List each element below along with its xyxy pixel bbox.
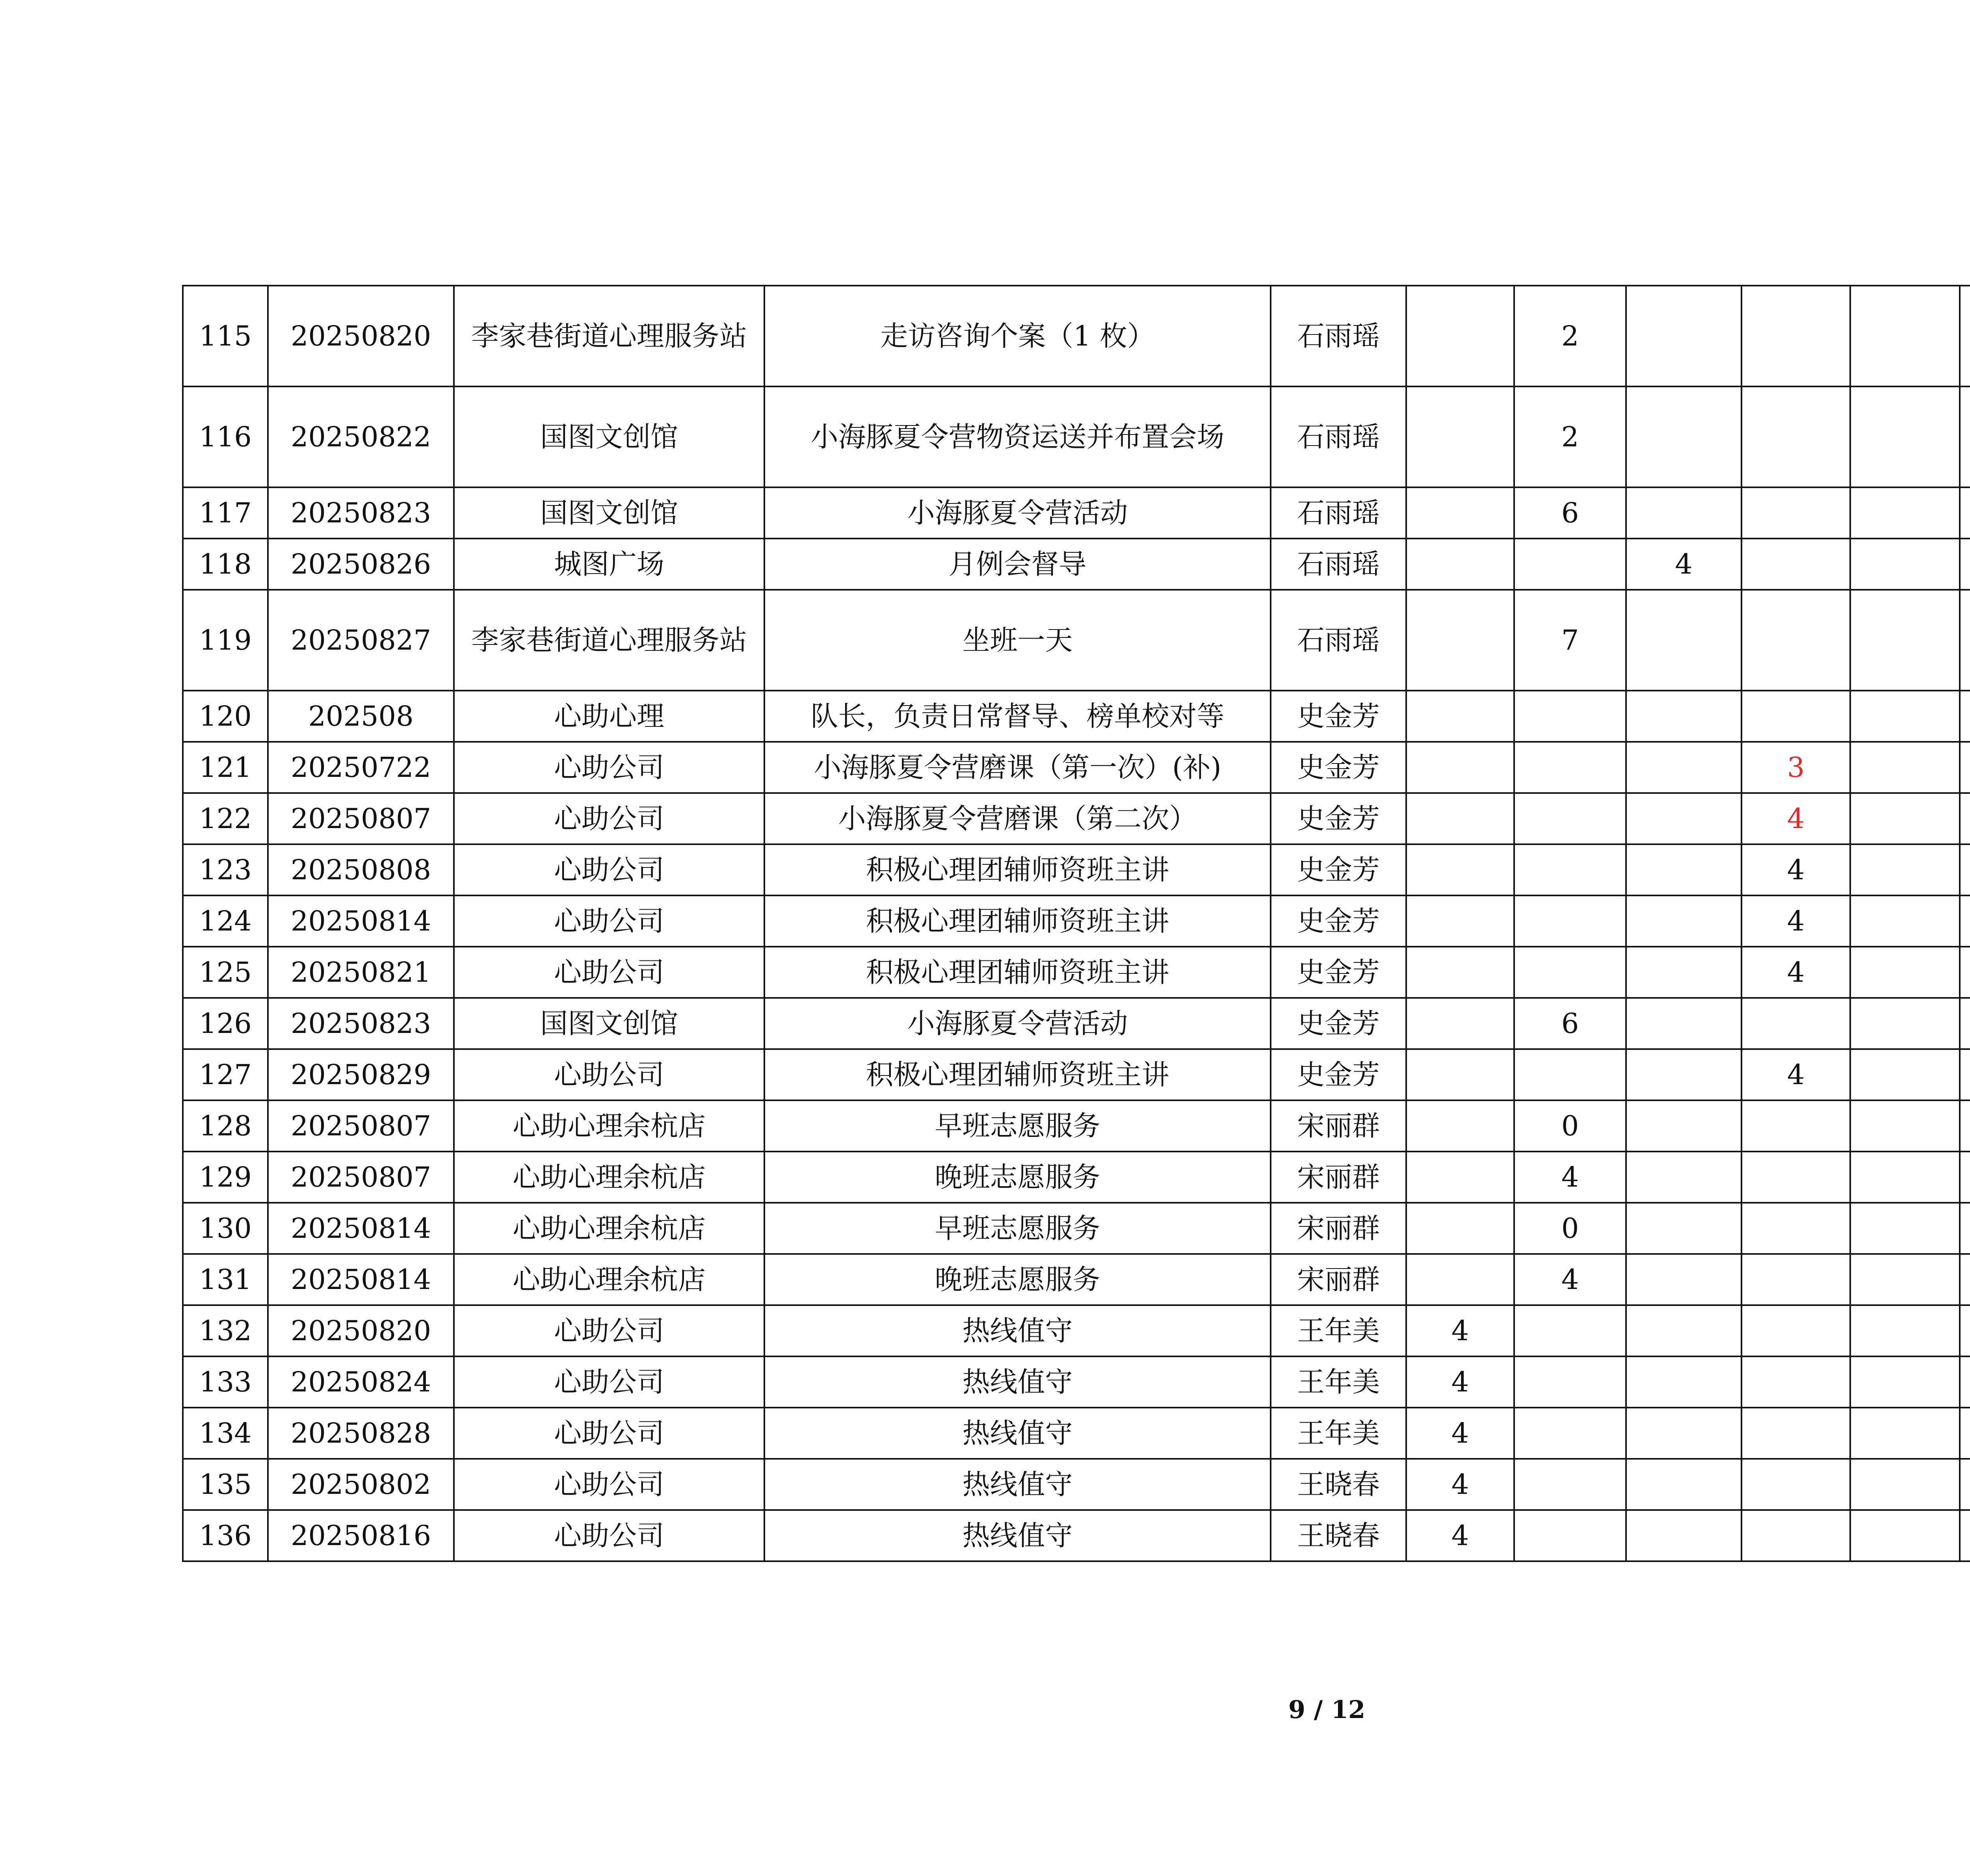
location-cell: 国图文创馆 bbox=[454, 386, 764, 487]
volunteer-name-cell: 史金芳 bbox=[1271, 742, 1406, 793]
hours-col-5-cell bbox=[1850, 286, 1960, 386]
row-number-cell: 127 bbox=[183, 1049, 268, 1100]
hours-col-3-cell bbox=[1626, 386, 1741, 487]
hours-col-1-cell: 4 bbox=[1406, 1459, 1514, 1510]
hours-col-2-cell: 6 bbox=[1514, 487, 1626, 539]
hours-col-5-cell bbox=[1850, 844, 1960, 895]
hours-col-3-cell: 4 bbox=[1626, 539, 1741, 590]
hours-col-3-cell bbox=[1626, 1049, 1741, 1100]
hours-col-6-cell bbox=[1960, 1254, 1970, 1305]
hours-col-4-cell bbox=[1741, 1510, 1850, 1561]
hours-col-4-cell bbox=[1741, 998, 1850, 1049]
hours-col-2-cell: 2 bbox=[1514, 386, 1626, 487]
location-cell: 心助心理余杭店 bbox=[454, 1203, 764, 1254]
row-number-cell: 121 bbox=[183, 742, 268, 793]
hours-col-5-cell bbox=[1850, 1203, 1960, 1254]
hours-col-2-cell: 6 bbox=[1514, 998, 1626, 1049]
activity-cell: 积极心理团辅师资班主讲 bbox=[764, 895, 1271, 947]
row-number-cell: 118 bbox=[183, 539, 268, 590]
hours-col-4-cell bbox=[1741, 1100, 1850, 1152]
hours-col-6-cell bbox=[1960, 1356, 1970, 1408]
activity-cell: 早班志愿服务 bbox=[764, 1100, 1271, 1152]
table-row bbox=[183, 1152, 1970, 1203]
table-row bbox=[183, 1459, 1970, 1510]
hours-col-2-cell bbox=[1514, 1049, 1626, 1100]
volunteer-name-cell: 石雨瑶 bbox=[1271, 487, 1406, 539]
hours-col-6-cell bbox=[1960, 1152, 1970, 1203]
hours-col-1-cell bbox=[1406, 691, 1514, 742]
hours-col-2-cell bbox=[1514, 1510, 1626, 1561]
row-number-cell: 126 bbox=[183, 998, 268, 1049]
location-cell: 心助心理余杭店 bbox=[454, 1100, 764, 1152]
hours-col-6-cell bbox=[1960, 1049, 1970, 1100]
row-number-cell: 116 bbox=[183, 386, 268, 487]
hours-col-3-cell bbox=[1626, 1305, 1741, 1356]
location-cell: 心助公司 bbox=[454, 1408, 764, 1459]
row-number-cell: 123 bbox=[183, 844, 268, 895]
date-cell: 20250807 bbox=[268, 1152, 454, 1203]
hours-col-1-cell bbox=[1406, 1203, 1514, 1254]
activity-cell: 热线值守 bbox=[764, 1459, 1271, 1510]
hours-col-6-cell bbox=[1960, 1203, 1970, 1254]
hours-col-1-cell bbox=[1406, 793, 1514, 844]
hours-col-2-cell bbox=[1514, 844, 1626, 895]
hours-col-1-cell: 4 bbox=[1406, 1510, 1514, 1561]
hours-col-4-cell: 4 bbox=[1741, 1049, 1850, 1100]
row-number-cell: 125 bbox=[183, 947, 268, 998]
activity-cell: 小海豚夏令营物资运送并布置会场 bbox=[764, 386, 1271, 487]
activity-cell: 热线值守 bbox=[764, 1408, 1271, 1459]
location-cell: 国图文创馆 bbox=[454, 998, 764, 1049]
row-number-cell: 135 bbox=[183, 1459, 268, 1510]
hours-col-3-cell bbox=[1626, 793, 1741, 844]
hours-col-6-cell bbox=[1960, 1408, 1970, 1459]
hours-col-4-cell bbox=[1741, 691, 1850, 742]
hours-col-5-cell bbox=[1850, 590, 1960, 691]
hours-col-2-cell bbox=[1514, 947, 1626, 998]
table-body bbox=[183, 286, 1970, 1561]
activity-cell: 队长，负责日常督导、榜单校对等 bbox=[764, 691, 1271, 742]
hours-col-3-cell bbox=[1626, 947, 1741, 998]
hours-col-1-cell: 4 bbox=[1406, 1356, 1514, 1408]
table-row bbox=[183, 1254, 1970, 1305]
hours-col-3-cell bbox=[1626, 691, 1741, 742]
hours-col-5-cell bbox=[1850, 691, 1960, 742]
table-row bbox=[183, 1356, 1970, 1408]
table-row bbox=[183, 1049, 1970, 1100]
hours-col-3-cell bbox=[1626, 844, 1741, 895]
location-cell: 心助公司 bbox=[454, 793, 764, 844]
hours-col-4-cell bbox=[1741, 1408, 1850, 1459]
hours-col-6-cell bbox=[1960, 539, 1970, 590]
row-number-cell: 128 bbox=[183, 1100, 268, 1152]
volunteer-name-cell: 王年美 bbox=[1271, 1356, 1406, 1408]
table-row bbox=[183, 895, 1970, 947]
hours-col-6-cell bbox=[1960, 386, 1970, 487]
date-cell: 20250807 bbox=[268, 793, 454, 844]
hours-col-5-cell bbox=[1850, 539, 1960, 590]
hours-col-3-cell bbox=[1626, 286, 1741, 386]
hours-col-5-cell bbox=[1850, 742, 1960, 793]
hours-col-5-cell bbox=[1850, 1049, 1960, 1100]
activity-cell: 走访咨询个案（1 枚） bbox=[764, 286, 1271, 386]
hours-col-3-cell bbox=[1626, 590, 1741, 691]
date-cell: 20250814 bbox=[268, 1203, 454, 1254]
hours-col-5-cell bbox=[1850, 487, 1960, 539]
hours-col-2-cell bbox=[1514, 1356, 1626, 1408]
table-row bbox=[183, 793, 1970, 844]
location-cell: 心助心理余杭店 bbox=[454, 1254, 764, 1305]
date-cell: 20250824 bbox=[268, 1356, 454, 1408]
activity-cell: 小海豚夏令营磨课（第一次）(补) bbox=[764, 742, 1271, 793]
hours-col-6-cell bbox=[1960, 998, 1970, 1049]
table-row bbox=[183, 1203, 1970, 1254]
page-number: 9 / 12 bbox=[1288, 1695, 1366, 1724]
volunteer-hours-table bbox=[182, 285, 1970, 1562]
row-number-cell: 130 bbox=[183, 1203, 268, 1254]
volunteer-name-cell: 史金芳 bbox=[1271, 895, 1406, 947]
hours-col-1-cell bbox=[1406, 539, 1514, 590]
hours-col-4-cell bbox=[1741, 539, 1850, 590]
date-cell: 20250826 bbox=[268, 539, 454, 590]
hours-col-2-cell bbox=[1514, 895, 1626, 947]
hours-col-1-cell bbox=[1406, 844, 1514, 895]
hours-col-3-cell bbox=[1626, 1152, 1741, 1203]
volunteer-name-cell: 石雨瑶 bbox=[1271, 386, 1406, 487]
hours-col-2-cell bbox=[1514, 691, 1626, 742]
date-cell: 20250802 bbox=[268, 1459, 454, 1510]
hours-col-1-cell: 4 bbox=[1406, 1305, 1514, 1356]
row-number-cell: 122 bbox=[183, 793, 268, 844]
volunteer-name-cell: 史金芳 bbox=[1271, 691, 1406, 742]
row-number-cell: 133 bbox=[183, 1356, 268, 1408]
volunteer-name-cell: 王年美 bbox=[1271, 1305, 1406, 1356]
date-cell: 20250814 bbox=[268, 895, 454, 947]
volunteer-name-cell: 石雨瑶 bbox=[1271, 539, 1406, 590]
hours-col-1-cell bbox=[1406, 1049, 1514, 1100]
hours-col-3-cell bbox=[1626, 998, 1741, 1049]
volunteer-name-cell: 石雨瑶 bbox=[1271, 590, 1406, 691]
activity-cell: 热线值守 bbox=[764, 1305, 1271, 1356]
location-cell: 心助公司 bbox=[454, 1510, 764, 1561]
hours-col-1-cell bbox=[1406, 1254, 1514, 1305]
hours-col-1-cell bbox=[1406, 386, 1514, 487]
hours-col-4-cell: 4 bbox=[1741, 793, 1850, 844]
table-row bbox=[183, 1100, 1970, 1152]
row-number-cell: 117 bbox=[183, 487, 268, 539]
hours-col-4-cell bbox=[1741, 590, 1850, 691]
activity-cell: 早班志愿服务 bbox=[764, 1203, 1271, 1254]
hours-col-4-cell bbox=[1741, 1305, 1850, 1356]
hours-col-6-cell bbox=[1960, 1100, 1970, 1152]
activity-cell: 热线值守 bbox=[764, 1356, 1271, 1408]
hours-col-6-cell bbox=[1960, 691, 1970, 742]
hours-col-5-cell bbox=[1850, 1254, 1960, 1305]
row-number-cell: 132 bbox=[183, 1305, 268, 1356]
volunteer-name-cell: 宋丽群 bbox=[1271, 1100, 1406, 1152]
date-cell: 20250822 bbox=[268, 386, 454, 487]
hours-col-5-cell bbox=[1850, 1408, 1960, 1459]
hours-col-2-cell bbox=[1514, 742, 1626, 793]
date-cell: 20250827 bbox=[268, 590, 454, 691]
activity-cell: 晚班志愿服务 bbox=[764, 1152, 1271, 1203]
date-cell: 20250820 bbox=[268, 286, 454, 386]
hours-col-2-cell bbox=[1514, 1459, 1626, 1510]
hours-col-6-cell bbox=[1960, 1459, 1970, 1510]
hours-col-3-cell bbox=[1626, 895, 1741, 947]
volunteer-name-cell: 史金芳 bbox=[1271, 947, 1406, 998]
hours-col-3-cell bbox=[1626, 742, 1741, 793]
hours-col-4-cell bbox=[1741, 1459, 1850, 1510]
row-number-cell: 115 bbox=[183, 286, 268, 386]
location-cell: 李家巷街道心理服务站 bbox=[454, 286, 764, 386]
date-cell: 20250722 bbox=[268, 742, 454, 793]
location-cell: 心助公司 bbox=[454, 1356, 764, 1408]
hours-col-6-cell bbox=[1960, 1305, 1970, 1356]
hours-col-4-cell: 4 bbox=[1741, 844, 1850, 895]
table-row bbox=[183, 1408, 1970, 1459]
hours-col-4-cell bbox=[1741, 1356, 1850, 1408]
table-row bbox=[183, 590, 1970, 691]
activity-cell: 坐班一天 bbox=[764, 590, 1271, 691]
hours-col-5-cell bbox=[1850, 947, 1960, 998]
location-cell: 心助心理余杭店 bbox=[454, 1152, 764, 1203]
volunteer-name-cell: 石雨瑶 bbox=[1271, 286, 1406, 386]
volunteer-name-cell: 王晓春 bbox=[1271, 1510, 1406, 1561]
location-cell: 心助公司 bbox=[454, 1049, 764, 1100]
location-cell: 心助公司 bbox=[454, 895, 764, 947]
volunteer-name-cell: 王年美 bbox=[1271, 1408, 1406, 1459]
hours-col-3-cell bbox=[1626, 1356, 1741, 1408]
activity-cell: 热线值守 bbox=[764, 1510, 1271, 1561]
hours-col-2-cell: 0 bbox=[1514, 1203, 1626, 1254]
date-cell: 20250820 bbox=[268, 1305, 454, 1356]
table-row bbox=[183, 844, 1970, 895]
activity-cell: 月例会督导 bbox=[764, 539, 1271, 590]
volunteer-name-cell: 宋丽群 bbox=[1271, 1152, 1406, 1203]
hours-col-4-cell bbox=[1741, 1152, 1850, 1203]
location-cell: 心助公司 bbox=[454, 947, 764, 998]
hours-col-1-cell: 4 bbox=[1406, 1408, 1514, 1459]
hours-col-1-cell bbox=[1406, 590, 1514, 691]
hours-col-3-cell bbox=[1626, 487, 1741, 539]
hours-col-6-cell bbox=[1960, 844, 1970, 895]
hours-col-4-cell bbox=[1741, 1203, 1850, 1254]
volunteer-name-cell: 史金芳 bbox=[1271, 998, 1406, 1049]
table-row bbox=[183, 998, 1970, 1049]
table-row bbox=[183, 487, 1970, 539]
hours-col-1-cell bbox=[1406, 487, 1514, 539]
hours-col-5-cell bbox=[1850, 1100, 1960, 1152]
hours-col-3-cell bbox=[1626, 1254, 1741, 1305]
date-cell: 20250808 bbox=[268, 844, 454, 895]
row-number-cell: 131 bbox=[183, 1254, 268, 1305]
volunteer-name-cell: 史金芳 bbox=[1271, 793, 1406, 844]
table-row bbox=[183, 947, 1970, 998]
hours-col-2-cell bbox=[1514, 539, 1626, 590]
hours-col-4-cell bbox=[1741, 1254, 1850, 1305]
row-number-cell: 124 bbox=[183, 895, 268, 947]
table-row bbox=[183, 691, 1970, 742]
row-number-cell: 129 bbox=[183, 1152, 268, 1203]
hours-col-2-cell: 4 bbox=[1514, 1254, 1626, 1305]
date-cell: 20250829 bbox=[268, 1049, 454, 1100]
hours-col-5-cell bbox=[1850, 1510, 1960, 1561]
hours-col-5-cell bbox=[1850, 1459, 1960, 1510]
hours-col-5-cell bbox=[1850, 1356, 1960, 1408]
hours-col-5-cell bbox=[1850, 1152, 1960, 1203]
location-cell: 城图广场 bbox=[454, 539, 764, 590]
hours-col-4-cell: 3 bbox=[1741, 742, 1850, 793]
activity-cell: 积极心理团辅师资班主讲 bbox=[764, 947, 1271, 998]
hours-col-3-cell bbox=[1626, 1459, 1741, 1510]
hours-col-4-cell: 4 bbox=[1741, 947, 1850, 998]
hours-col-1-cell bbox=[1406, 998, 1514, 1049]
date-cell: 20250821 bbox=[268, 947, 454, 998]
hours-col-6-cell bbox=[1960, 1510, 1970, 1561]
volunteer-name-cell: 宋丽群 bbox=[1271, 1254, 1406, 1305]
activity-cell: 小海豚夏令营活动 bbox=[764, 487, 1271, 539]
date-cell: 20250823 bbox=[268, 487, 454, 539]
row-number-cell: 134 bbox=[183, 1408, 268, 1459]
date-cell: 20250814 bbox=[268, 1254, 454, 1305]
hours-col-4-cell bbox=[1741, 386, 1850, 487]
table-row bbox=[183, 286, 1970, 386]
hours-col-6-cell bbox=[1960, 742, 1970, 793]
location-cell: 李家巷街道心理服务站 bbox=[454, 590, 764, 691]
hours-col-4-cell: 4 bbox=[1741, 895, 1850, 947]
hours-col-2-cell: 2 bbox=[1514, 286, 1626, 386]
date-cell: 20250816 bbox=[268, 1510, 454, 1561]
hours-col-5-cell bbox=[1850, 895, 1960, 947]
volunteer-name-cell: 王晓春 bbox=[1271, 1459, 1406, 1510]
hours-col-3-cell bbox=[1626, 1510, 1741, 1561]
table-row bbox=[183, 742, 1970, 793]
hours-col-2-cell: 4 bbox=[1514, 1152, 1626, 1203]
hours-col-3-cell bbox=[1626, 1100, 1741, 1152]
hours-col-5-cell bbox=[1850, 386, 1960, 487]
hours-col-5-cell bbox=[1850, 998, 1960, 1049]
hours-col-2-cell: 0 bbox=[1514, 1100, 1626, 1152]
hours-col-5-cell bbox=[1850, 793, 1960, 844]
hours-col-3-cell bbox=[1626, 1408, 1741, 1459]
hours-col-4-cell bbox=[1741, 286, 1850, 386]
hours-col-4-cell bbox=[1741, 487, 1850, 539]
hours-col-5-cell bbox=[1850, 1305, 1960, 1356]
row-number-cell: 136 bbox=[183, 1510, 268, 1561]
table-row bbox=[183, 1305, 1970, 1356]
hours-col-2-cell bbox=[1514, 793, 1626, 844]
hours-col-1-cell bbox=[1406, 1152, 1514, 1203]
location-cell: 心助公司 bbox=[454, 1305, 764, 1356]
hours-col-6-cell bbox=[1960, 947, 1970, 998]
hours-col-6-cell bbox=[1960, 793, 1970, 844]
volunteer-name-cell: 史金芳 bbox=[1271, 844, 1406, 895]
hours-col-1-cell bbox=[1406, 895, 1514, 947]
hours-col-1-cell bbox=[1406, 286, 1514, 386]
hours-col-1-cell bbox=[1406, 742, 1514, 793]
hours-col-2-cell: 7 bbox=[1514, 590, 1626, 691]
date-cell: 20250828 bbox=[268, 1408, 454, 1459]
activity-cell: 晚班志愿服务 bbox=[764, 1254, 1271, 1305]
date-cell: 20250823 bbox=[268, 998, 454, 1049]
location-cell: 心助公司 bbox=[454, 844, 764, 895]
hours-col-1-cell bbox=[1406, 947, 1514, 998]
volunteer-name-cell: 史金芳 bbox=[1271, 1049, 1406, 1100]
location-cell: 心助公司 bbox=[454, 1459, 764, 1510]
hours-col-6-cell bbox=[1960, 895, 1970, 947]
hours-col-6-cell bbox=[1960, 487, 1970, 539]
table-row bbox=[183, 539, 1970, 590]
hours-col-6-cell bbox=[1960, 590, 1970, 691]
hours-col-1-cell bbox=[1406, 1100, 1514, 1152]
hours-col-3-cell bbox=[1626, 1203, 1741, 1254]
activity-cell: 积极心理团辅师资班主讲 bbox=[764, 1049, 1271, 1100]
activity-cell: 积极心理团辅师资班主讲 bbox=[764, 844, 1271, 895]
row-number-cell: 119 bbox=[183, 590, 268, 691]
location-cell: 心助公司 bbox=[454, 742, 764, 793]
activity-cell: 小海豚夏令营活动 bbox=[764, 998, 1271, 1049]
hours-col-6-cell bbox=[1960, 286, 1970, 386]
location-cell: 国图文创馆 bbox=[454, 487, 764, 539]
date-cell: 202508 bbox=[268, 691, 454, 742]
volunteer-name-cell: 宋丽群 bbox=[1271, 1203, 1406, 1254]
table-row bbox=[183, 1510, 1970, 1561]
activity-cell: 小海豚夏令营磨课（第二次） bbox=[764, 793, 1271, 844]
hours-col-2-cell bbox=[1514, 1305, 1626, 1356]
date-cell: 20250807 bbox=[268, 1100, 454, 1152]
table-row bbox=[183, 386, 1970, 487]
hours-col-2-cell bbox=[1514, 1408, 1626, 1459]
row-number-cell: 120 bbox=[183, 691, 268, 742]
location-cell: 心助心理 bbox=[454, 691, 764, 742]
